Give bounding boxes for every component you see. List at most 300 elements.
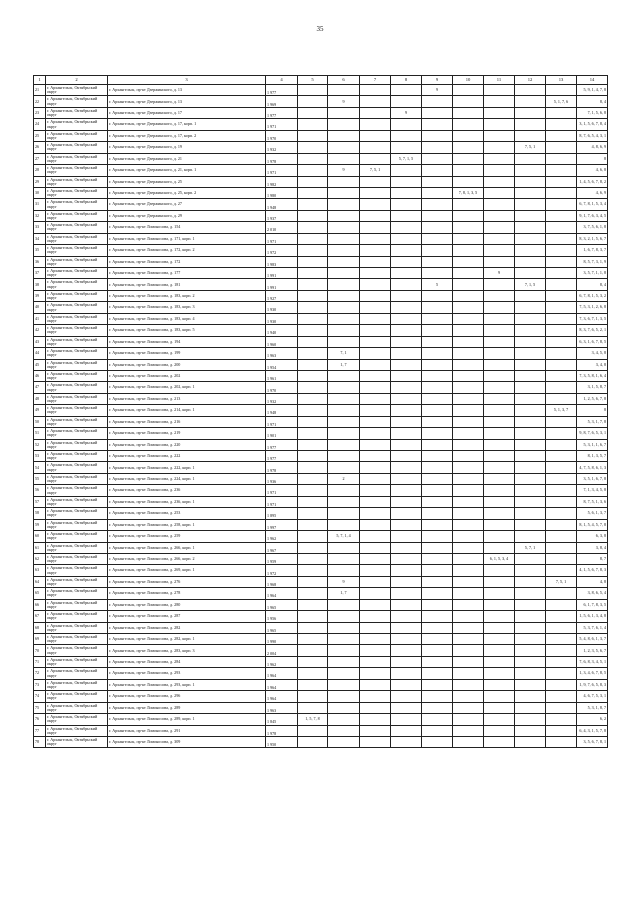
cell-col-7 bbox=[360, 359, 391, 370]
cell-col-13 bbox=[546, 599, 577, 610]
cell-col-7 bbox=[360, 199, 391, 210]
cell-col-8 bbox=[391, 542, 422, 553]
district: г. Архангельск, Октябрьский округ bbox=[46, 245, 108, 256]
cell-col-12 bbox=[515, 531, 546, 542]
cell-col-12 bbox=[515, 130, 546, 141]
column-header-1: 1 bbox=[34, 76, 46, 85]
cell-col-14: 6, 3, 1, 6, 7, 8, 5 bbox=[577, 336, 608, 347]
cell-col-13 bbox=[546, 714, 577, 725]
table-row bbox=[34, 302, 608, 313]
row-number: 31 bbox=[34, 199, 46, 210]
cell-col-11 bbox=[484, 393, 515, 404]
district: г. Архангельск, Октябрьский округ bbox=[46, 290, 108, 301]
row-number: 66 bbox=[34, 599, 46, 610]
year-built: 1 971 bbox=[266, 416, 298, 427]
cell-col-5 bbox=[298, 256, 328, 267]
cell-col-7 bbox=[360, 279, 391, 290]
cell-col-6 bbox=[328, 405, 360, 416]
cell-col-5 bbox=[298, 348, 328, 359]
cell-col-9 bbox=[422, 107, 453, 118]
cell-col-6 bbox=[328, 725, 360, 736]
cell-col-7 bbox=[360, 256, 391, 267]
cell-col-14: 9, 8, 7, 6, 5, 3, 1 bbox=[577, 428, 608, 439]
district: г. Архангельск, Октябрьский округ bbox=[46, 107, 108, 118]
cell-col-11 bbox=[484, 153, 515, 164]
cell-col-5 bbox=[298, 645, 328, 656]
cell-col-10 bbox=[453, 107, 484, 118]
cell-col-13 bbox=[546, 119, 577, 130]
cell-col-11 bbox=[484, 656, 515, 667]
cell-col-13 bbox=[546, 622, 577, 633]
row-number: 69 bbox=[34, 634, 46, 645]
cell-col-11 bbox=[484, 622, 515, 633]
cell-col-13 bbox=[546, 85, 577, 96]
cell-col-6 bbox=[328, 496, 360, 507]
cell-col-7 bbox=[360, 405, 391, 416]
cell-col-7 bbox=[360, 222, 391, 233]
cell-col-14: 7, 1, 5, 6, 8 bbox=[577, 107, 608, 118]
cell-col-9 bbox=[422, 187, 453, 198]
cell-col-12 bbox=[515, 656, 546, 667]
district: г. Архангельск, Октябрьский округ bbox=[46, 736, 108, 747]
cell-col-10 bbox=[453, 233, 484, 244]
row-number: 56 bbox=[34, 485, 46, 496]
cell-col-8 bbox=[391, 416, 422, 427]
cell-col-7 bbox=[360, 130, 391, 141]
cell-col-9 bbox=[422, 359, 453, 370]
cell-col-12 bbox=[515, 382, 546, 393]
cell-col-7: 7, 5, 1 bbox=[360, 165, 391, 176]
column-header-3: 3 bbox=[108, 76, 266, 85]
cell-col-6 bbox=[328, 336, 360, 347]
cell-col-10 bbox=[453, 656, 484, 667]
cell-col-11 bbox=[484, 245, 515, 256]
cell-col-12 bbox=[515, 222, 546, 233]
cell-col-13 bbox=[546, 245, 577, 256]
cell-col-10 bbox=[453, 130, 484, 141]
cell-col-13 bbox=[546, 668, 577, 679]
cell-col-6 bbox=[328, 508, 360, 519]
cell-col-11 bbox=[484, 222, 515, 233]
cell-col-6 bbox=[328, 279, 360, 290]
cell-col-7 bbox=[360, 485, 391, 496]
cell-col-13 bbox=[546, 210, 577, 221]
cell-col-10 bbox=[453, 96, 484, 107]
cell-col-6 bbox=[328, 519, 360, 530]
cell-col-12 bbox=[515, 428, 546, 439]
cell-col-12 bbox=[515, 508, 546, 519]
cell-col-12 bbox=[515, 634, 546, 645]
district: г. Архангельск, Октябрьский округ bbox=[46, 679, 108, 690]
year-built: 1 969 bbox=[266, 96, 298, 107]
cell-col-8 bbox=[391, 268, 422, 279]
cell-col-14: 7, 1, 3, 4, 5, 8 bbox=[577, 485, 608, 496]
column-header-9: 9 bbox=[422, 76, 453, 85]
year-built: 1 991 bbox=[266, 268, 298, 279]
cell-col-8 bbox=[391, 210, 422, 221]
cell-col-8 bbox=[391, 508, 422, 519]
column-header-10: 10 bbox=[453, 76, 484, 85]
cell-col-14: 3, 4, 5, 8 bbox=[577, 348, 608, 359]
cell-col-6: 2 bbox=[328, 473, 360, 484]
cell-col-8: 5, 7, 1, 5 bbox=[391, 153, 422, 164]
cell-col-13 bbox=[546, 645, 577, 656]
cell-col-8 bbox=[391, 691, 422, 702]
cell-col-9 bbox=[422, 462, 453, 473]
address: г. Архангельск, пр-кт Ломоносова, д. 222, корп. 1 bbox=[108, 462, 266, 473]
row-number: 50 bbox=[34, 416, 46, 427]
cell-col-11 bbox=[484, 451, 515, 462]
row-number: 48 bbox=[34, 393, 46, 404]
cell-col-10 bbox=[453, 416, 484, 427]
table-row bbox=[34, 222, 608, 233]
cell-col-6 bbox=[328, 382, 360, 393]
row-number: 49 bbox=[34, 405, 46, 416]
year-built: 1 991 bbox=[266, 279, 298, 290]
cell-col-13 bbox=[546, 736, 577, 747]
cell-col-5 bbox=[298, 576, 328, 587]
cell-col-6 bbox=[328, 416, 360, 427]
cell-col-9 bbox=[422, 725, 453, 736]
cell-col-5 bbox=[298, 656, 328, 667]
year-built: 1 978 bbox=[266, 153, 298, 164]
row-number: 62 bbox=[34, 553, 46, 564]
address: г. Архангельск, пр-кт Ломоносова, д. 269, корп. 1 bbox=[108, 565, 266, 576]
cell-col-7 bbox=[360, 588, 391, 599]
cell-col-11 bbox=[484, 496, 515, 507]
cell-col-10 bbox=[453, 634, 484, 645]
column-header-6: 6 bbox=[328, 76, 360, 85]
cell-col-13 bbox=[546, 725, 577, 736]
cell-col-10 bbox=[453, 736, 484, 747]
year-built: 1 964 bbox=[266, 588, 298, 599]
cell-col-11: 6, 1, 5, 3, 4 bbox=[484, 553, 515, 564]
cell-col-13 bbox=[546, 393, 577, 404]
cell-col-8 bbox=[391, 473, 422, 484]
cell-col-14: 8, 7, 6, 5, 4, 3, 1 bbox=[577, 130, 608, 141]
cell-col-14: 5, 6, 1, 3, 7 bbox=[577, 508, 608, 519]
table-row bbox=[34, 359, 608, 370]
district: г. Архангельск, Октябрьский округ bbox=[46, 428, 108, 439]
cell-col-6: 1, 7 bbox=[328, 359, 360, 370]
table-row bbox=[34, 107, 608, 118]
row-number: 60 bbox=[34, 531, 46, 542]
address: г. Архангельск, пр-кт Ломоносова, д. 214, корп. 1 bbox=[108, 405, 266, 416]
cell-col-8 bbox=[391, 325, 422, 336]
cell-col-12 bbox=[515, 473, 546, 484]
cell-col-10 bbox=[453, 279, 484, 290]
cell-col-6 bbox=[328, 290, 360, 301]
address: г. Архангельск, пр-кт Ломоносова, д. 291 bbox=[108, 725, 266, 736]
page-number: 35 bbox=[316, 25, 324, 33]
cell-col-6 bbox=[328, 622, 360, 633]
table-row bbox=[34, 485, 608, 496]
district: г. Архангельск, Октябрьский округ bbox=[46, 645, 108, 656]
cell-col-8 bbox=[391, 599, 422, 610]
cell-col-6 bbox=[328, 679, 360, 690]
cell-col-5 bbox=[298, 473, 328, 484]
cell-col-5 bbox=[298, 165, 328, 176]
table-row bbox=[34, 668, 608, 679]
district: г. Архангельск, Октябрьский округ bbox=[46, 142, 108, 153]
cell-col-12 bbox=[515, 176, 546, 187]
cell-col-13 bbox=[546, 302, 577, 313]
cell-col-14: 8, 7 bbox=[577, 553, 608, 564]
cell-col-14: 3, 5, 6, 7, 8, 1 bbox=[577, 736, 608, 747]
district: г. Архангельск, Октябрьский округ bbox=[46, 153, 108, 164]
cell-col-11 bbox=[484, 679, 515, 690]
cell-col-14: 1, 2, 5, 6, 7, 8 bbox=[577, 393, 608, 404]
cell-col-9 bbox=[422, 519, 453, 530]
cell-col-5 bbox=[298, 611, 328, 622]
cell-col-5 bbox=[298, 336, 328, 347]
cell-col-5 bbox=[298, 553, 328, 564]
cell-col-10 bbox=[453, 325, 484, 336]
cell-col-14: 5, 3, 1, 7, 8 bbox=[577, 416, 608, 427]
year-built: 1 930 bbox=[266, 313, 298, 324]
cell-col-7 bbox=[360, 531, 391, 542]
address: г. Архангельск, пр-кт Ломоносова, д. 278 bbox=[108, 588, 266, 599]
row-number: 21 bbox=[34, 85, 46, 96]
cell-col-12: 7, 1, 5 bbox=[515, 279, 546, 290]
cell-col-9 bbox=[422, 496, 453, 507]
address: г. Архангельск, пр-кт Ломоносова, д. 200 bbox=[108, 359, 266, 370]
cell-col-13: 7, 5, 1 bbox=[546, 576, 577, 587]
cell-col-12 bbox=[515, 268, 546, 279]
address: г. Архангельск, пр-кт Дзержинского, д. 27 bbox=[108, 199, 266, 210]
cell-col-8 bbox=[391, 736, 422, 747]
cell-col-5 bbox=[298, 679, 328, 690]
cell-col-10 bbox=[453, 382, 484, 393]
cell-col-6 bbox=[328, 714, 360, 725]
cell-col-9 bbox=[422, 233, 453, 244]
cell-col-7 bbox=[360, 370, 391, 381]
row-number: 32 bbox=[34, 210, 46, 221]
cell-col-7 bbox=[360, 290, 391, 301]
cell-col-8 bbox=[391, 679, 422, 690]
cell-col-9 bbox=[422, 256, 453, 267]
address: г. Архангельск, пр-кт Дзержинского, д. 13 bbox=[108, 96, 266, 107]
row-number: 24 bbox=[34, 119, 46, 130]
year-built: 1 961 bbox=[266, 370, 298, 381]
cell-col-10 bbox=[453, 142, 484, 153]
cell-col-14: 6, 2 bbox=[577, 714, 608, 725]
cell-col-9 bbox=[422, 336, 453, 347]
cell-col-8 bbox=[391, 370, 422, 381]
cell-col-11 bbox=[484, 702, 515, 713]
row-number: 46 bbox=[34, 370, 46, 381]
cell-col-13 bbox=[546, 325, 577, 336]
address: г. Архангельск, пр-кт Дзержинского, д. 25, корп. 2 bbox=[108, 187, 266, 198]
district: г. Архангельск, Октябрьский округ bbox=[46, 622, 108, 633]
cell-col-5 bbox=[298, 142, 328, 153]
cell-col-13 bbox=[546, 439, 577, 450]
district: г. Архангельск, Октябрьский округ bbox=[46, 691, 108, 702]
row-number: 30 bbox=[34, 187, 46, 198]
row-number: 23 bbox=[34, 107, 46, 118]
cell-col-10 bbox=[453, 176, 484, 187]
table-row bbox=[34, 508, 608, 519]
cell-col-12 bbox=[515, 645, 546, 656]
cell-col-14: 3, 8, 6, 5, 4 bbox=[577, 588, 608, 599]
district: г. Архангельск, Октябрьский округ bbox=[46, 359, 108, 370]
address: г. Архангельск, пр-кт Ломоносова, д. 309 bbox=[108, 736, 266, 747]
district: г. Архангельск, Октябрьский округ bbox=[46, 634, 108, 645]
cell-col-9 bbox=[422, 656, 453, 667]
cell-col-14: 3, 5, 7, 1, 1, 8 bbox=[577, 268, 608, 279]
cell-col-8 bbox=[391, 119, 422, 130]
cell-col-9 bbox=[422, 393, 453, 404]
cell-col-13: 5, 1, 3, 7 bbox=[546, 405, 577, 416]
cell-col-7 bbox=[360, 336, 391, 347]
cell-col-7 bbox=[360, 416, 391, 427]
cell-col-7 bbox=[360, 348, 391, 359]
table-row bbox=[34, 451, 608, 462]
district: г. Архангельск, Октябрьский округ bbox=[46, 668, 108, 679]
cell-col-8 bbox=[391, 176, 422, 187]
cell-col-9 bbox=[422, 531, 453, 542]
cell-col-6 bbox=[328, 107, 360, 118]
address: г. Архангельск, пр-кт Дзержинского, д. 17, корп. 2 bbox=[108, 130, 266, 141]
table-row bbox=[34, 714, 608, 725]
cell-col-10 bbox=[453, 496, 484, 507]
cell-col-8 bbox=[391, 245, 422, 256]
cell-col-13 bbox=[546, 588, 577, 599]
cell-col-11 bbox=[484, 565, 515, 576]
cell-col-6: 9 bbox=[328, 576, 360, 587]
cell-col-6: 5, 7, 1, 4 bbox=[328, 531, 360, 542]
cell-col-9 bbox=[422, 736, 453, 747]
cell-col-10 bbox=[453, 599, 484, 610]
cell-col-12: 7, 5, 1 bbox=[515, 142, 546, 153]
cell-col-6 bbox=[328, 119, 360, 130]
table-row bbox=[34, 576, 608, 587]
cell-col-5 bbox=[298, 176, 328, 187]
cell-col-14: 8, 1, 3, 5, 7 bbox=[577, 451, 608, 462]
cell-col-6 bbox=[328, 222, 360, 233]
cell-col-13 bbox=[546, 268, 577, 279]
year-built: 1 962 bbox=[266, 531, 298, 542]
cell-col-5 bbox=[298, 325, 328, 336]
cell-col-10 bbox=[453, 576, 484, 587]
cell-col-10 bbox=[453, 85, 484, 96]
row-number: 57 bbox=[34, 496, 46, 507]
cell-col-8 bbox=[391, 313, 422, 324]
cell-col-11 bbox=[484, 405, 515, 416]
cell-col-13 bbox=[546, 336, 577, 347]
year-built: 1 983 bbox=[266, 256, 298, 267]
cell-col-9 bbox=[422, 542, 453, 553]
cell-col-14: 8, 7, 5, 1, 3, 6 bbox=[577, 496, 608, 507]
cell-col-8 bbox=[391, 233, 422, 244]
cell-col-10 bbox=[453, 714, 484, 725]
cell-col-14: 1, 3, 4, 6, 7, 8, 5 bbox=[577, 668, 608, 679]
table-row bbox=[34, 645, 608, 656]
address: г. Архангельск, пр-кт Ломоносова, д. 266, корп. 2 bbox=[108, 553, 266, 564]
cell-col-5 bbox=[298, 519, 328, 530]
cell-col-9 bbox=[422, 245, 453, 256]
cell-col-11 bbox=[484, 462, 515, 473]
cell-col-12 bbox=[515, 702, 546, 713]
cell-col-12 bbox=[515, 370, 546, 381]
address: г. Архангельск, пр-кт Ломоносова, д. 213 bbox=[108, 393, 266, 404]
cell-col-8 bbox=[391, 576, 422, 587]
cell-col-7 bbox=[360, 691, 391, 702]
cell-col-8 bbox=[391, 519, 422, 530]
cell-col-9 bbox=[422, 382, 453, 393]
address: г. Архангельск, пр-кт Ломоносова, д. 177 bbox=[108, 268, 266, 279]
table-row bbox=[34, 519, 608, 530]
cell-col-5 bbox=[298, 451, 328, 462]
table-row bbox=[34, 268, 608, 279]
cell-col-5 bbox=[298, 542, 328, 553]
cell-col-9 bbox=[422, 222, 453, 233]
cell-col-6 bbox=[328, 565, 360, 576]
year-built: 1 967 bbox=[266, 542, 298, 553]
table-row bbox=[34, 119, 608, 130]
cell-col-9 bbox=[422, 611, 453, 622]
cell-col-6 bbox=[328, 611, 360, 622]
year-built: 1 971 bbox=[266, 119, 298, 130]
district: г. Архангельск, Октябрьский округ bbox=[46, 279, 108, 290]
cell-col-5 bbox=[298, 313, 328, 324]
year-built: 1 971 bbox=[266, 165, 298, 176]
table-row bbox=[34, 599, 608, 610]
address: г. Архангельск, пр-кт Ломоносова, д. 183, корп. 5 bbox=[108, 325, 266, 336]
address: г. Архангельск, пр-кт Ломоносова, д. 283, корп. 3 bbox=[108, 645, 266, 656]
table-row bbox=[34, 325, 608, 336]
cell-col-10 bbox=[453, 245, 484, 256]
cell-col-10 bbox=[453, 553, 484, 564]
cell-col-5 bbox=[298, 588, 328, 599]
row-number: 71 bbox=[34, 656, 46, 667]
cell-col-7 bbox=[360, 428, 391, 439]
table-row bbox=[34, 290, 608, 301]
cell-col-11 bbox=[484, 691, 515, 702]
cell-col-13 bbox=[546, 176, 577, 187]
cell-col-6: 9 bbox=[328, 165, 360, 176]
year-built: 1 965 bbox=[266, 599, 298, 610]
cell-col-5 bbox=[298, 290, 328, 301]
cell-col-10 bbox=[453, 542, 484, 553]
year-built: 1 948 bbox=[266, 199, 298, 210]
year-built: 1 977 bbox=[266, 451, 298, 462]
year-built: 1 997 bbox=[266, 519, 298, 530]
row-number: 58 bbox=[34, 508, 46, 519]
row-number: 38 bbox=[34, 279, 46, 290]
row-number: 74 bbox=[34, 691, 46, 702]
year-built: 1 980 bbox=[266, 187, 298, 198]
cell-col-14: 3, 1, 5, 8, 7 bbox=[577, 382, 608, 393]
cell-col-8 bbox=[391, 531, 422, 542]
table-row bbox=[34, 199, 608, 210]
cell-col-8 bbox=[391, 348, 422, 359]
cell-col-6 bbox=[328, 485, 360, 496]
address: г. Архангельск, пр-кт Ломоносова, д. 183, корп. 2 bbox=[108, 290, 266, 301]
cell-col-11 bbox=[484, 290, 515, 301]
cell-col-9: 5 bbox=[422, 279, 453, 290]
address: г. Архангельск, пр-кт Ломоносова, д. 289, корп. 1 bbox=[108, 714, 266, 725]
address: г. Архангельск, пр-кт Ломоносова, д. 183, корп. 3 bbox=[108, 302, 266, 313]
cell-col-11 bbox=[484, 668, 515, 679]
row-number: 33 bbox=[34, 222, 46, 233]
cell-col-11 bbox=[484, 485, 515, 496]
year-built: 1 971 bbox=[266, 496, 298, 507]
column-header-7: 7 bbox=[360, 76, 391, 85]
cell-col-7 bbox=[360, 268, 391, 279]
cell-col-7 bbox=[360, 519, 391, 530]
cell-col-9 bbox=[422, 485, 453, 496]
